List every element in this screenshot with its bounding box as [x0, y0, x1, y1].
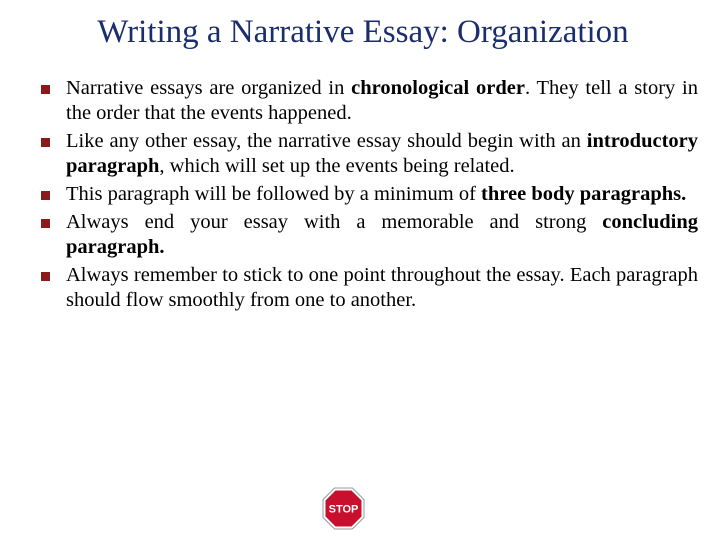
bullet-square-icon: [41, 272, 50, 281]
bullet-item: [38, 76, 698, 126]
bullet-square-icon: [41, 191, 50, 200]
bullet-item: [38, 210, 698, 260]
bullet-item: [38, 129, 698, 179]
bullet-text: This paragraph will be followed by a minimum of: [66, 183, 482, 205]
bullet-square-icon: [41, 85, 50, 94]
bullet-text-bold: chronological order: [351, 77, 525, 99]
stop-sign-icon: [322, 487, 365, 530]
bullet-square-icon: [41, 219, 50, 228]
bullet-square-icon: [41, 138, 50, 147]
stop-sign-label: STOP: [328, 503, 359, 516]
bullet-text: , which will set up the events being related.: [159, 155, 515, 177]
bullet-text-bold: concluding paragraph.: [66, 211, 698, 258]
slide-title: Writing a Narrative Essay: Organization: [97, 14, 629, 50]
bullet-text: Always remember to stick to one point throughout the essay. Each paragraph should flow smoothly from one to another.: [66, 264, 698, 311]
bullet-item: [38, 263, 698, 313]
bullet-text-bold: three body paragraphs.: [481, 183, 687, 205]
bullet-text: Narrative essays are organized in: [66, 77, 352, 99]
bullet-text: Like any other essay, the narrative essay should begin with an: [66, 130, 587, 152]
bullet-text: Always end your essay with a memorable and strong: [66, 211, 603, 233]
bullet-list: [38, 76, 698, 316]
bullet-item: [38, 182, 698, 207]
bullet-text-bold: introductory paragraph: [66, 130, 698, 177]
bullet-text: . They tell a story in the order that the events happened.: [66, 77, 699, 124]
